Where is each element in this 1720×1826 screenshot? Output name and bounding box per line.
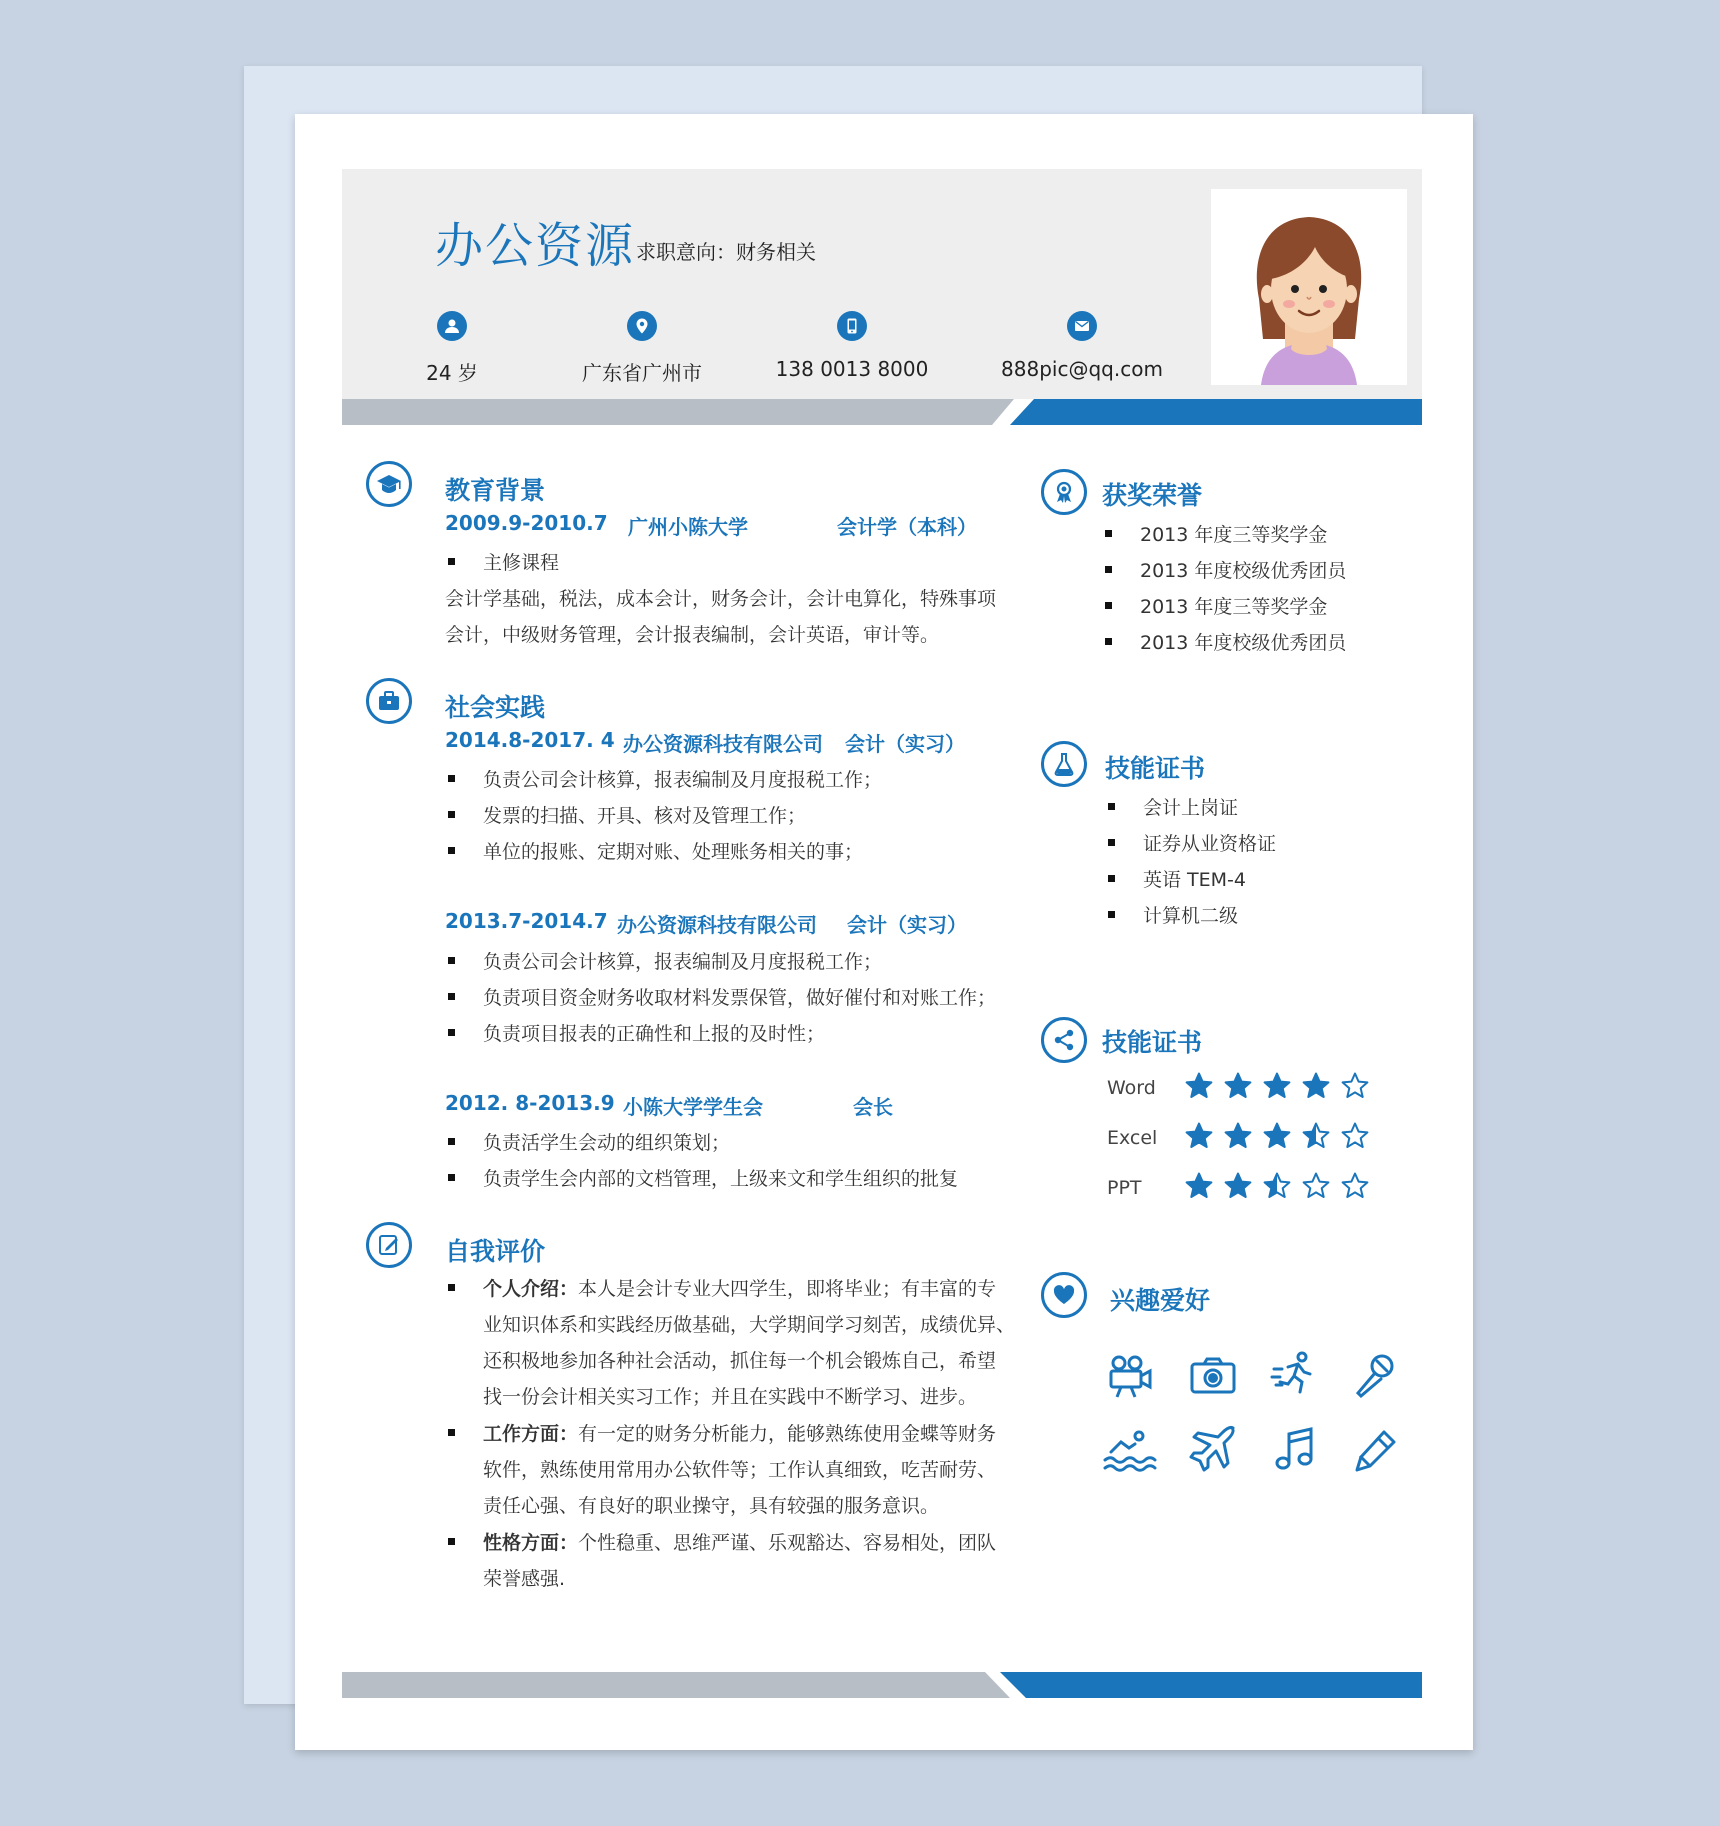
skill-ppt-star-1 bbox=[1185, 1172, 1213, 1200]
swimming-icon bbox=[1103, 1424, 1153, 1474]
contact-phone bbox=[762, 311, 942, 381]
job-intent: 求职意向：财务相关 bbox=[636, 240, 816, 264]
resume-header bbox=[342, 169, 1422, 399]
education-school: 广州小陈大学 bbox=[628, 515, 748, 539]
music-note-icon bbox=[1270, 1424, 1320, 1474]
education-title: 教育背景 bbox=[445, 476, 546, 505]
contact-phone-text: 138 0013 8000 bbox=[775, 357, 929, 381]
cert-item-1: 会计上岗证 bbox=[1143, 793, 1238, 820]
practice-title: 社会实践 bbox=[445, 693, 546, 722]
location-pin-icon bbox=[627, 311, 657, 341]
job-1-period: 2014.8-2017. 4 bbox=[445, 728, 615, 752]
skill-excel-star-4 bbox=[1302, 1122, 1330, 1150]
pencil-icon bbox=[1350, 1426, 1400, 1476]
self-eval-personality-label: 性格方面： bbox=[483, 1532, 579, 1554]
microphone-icon bbox=[1350, 1351, 1400, 1401]
running-icon bbox=[1270, 1349, 1320, 1399]
self-eval-work-line-2: 软件，熟练使用常用办公软件等；工作认真细致，吃苦耐劳、 bbox=[483, 1459, 997, 1481]
skills-title: 技能证书 bbox=[1102, 1028, 1203, 1057]
contact-email bbox=[992, 311, 1172, 381]
candidate-name: 办公资源 bbox=[435, 218, 636, 274]
skill-word-stars bbox=[1185, 1072, 1380, 1100]
job-3-period: 2012. 8-2013.9 bbox=[445, 1091, 615, 1115]
job-1-org: 办公资源科技有限公司 bbox=[623, 732, 823, 756]
skill-excel-star-1 bbox=[1185, 1122, 1213, 1150]
edit-note-icon bbox=[366, 1222, 412, 1268]
job-3-row bbox=[445, 1091, 965, 1117]
bottom-color-band bbox=[342, 1672, 1422, 1698]
job-3-item-2: 负责学生会内部的文档管理，上级来文和学生组织的批复 bbox=[483, 1164, 958, 1191]
heart-icon bbox=[1041, 1272, 1087, 1318]
skill-ppt-stars bbox=[1185, 1172, 1380, 1200]
self-eval-intro-label: 个人介绍： bbox=[483, 1278, 579, 1300]
self-eval-work-text-1: 有一定的财务分析能力，能够熟练使用金蝶等财务 bbox=[578, 1423, 997, 1445]
self-eval-intro-line-3: 还积极地参加各种社会活动，抓住每一个机会锻炼自己，希望 bbox=[483, 1350, 997, 1372]
camera-icon bbox=[1188, 1351, 1238, 1401]
job-2-org: 办公资源科技有限公司 bbox=[617, 913, 817, 937]
education-major: 会计学（本科） bbox=[837, 515, 977, 539]
skill-word-star-3 bbox=[1263, 1072, 1291, 1100]
self-eval-work-line-1 bbox=[483, 1419, 996, 1446]
avatar bbox=[1211, 189, 1407, 385]
education-courses-line-1: 会计学基础，税法，成本会计，财务会计，会计电算化，特殊事项 bbox=[445, 588, 997, 610]
cert-item-2: 证券从业资格证 bbox=[1143, 829, 1276, 856]
contact-age-text: 24 岁 bbox=[426, 361, 478, 385]
self-eval-intro-line-2: 业知识体系和实践经历做基础，大学期间学习刻苦，成绩优异、 bbox=[483, 1314, 1016, 1336]
job-3-role: 会长 bbox=[853, 1095, 893, 1119]
skill-word-star-1 bbox=[1185, 1072, 1213, 1100]
award-item-1: 2013 年度三等奖学金 bbox=[1140, 520, 1327, 547]
job-1-item-1: 负责公司会计核算，报表编制及月度报税工作； bbox=[483, 765, 882, 792]
job-2-role: 会计（实习） bbox=[847, 913, 967, 937]
job-3-item-1: 负责活学生会动的组织策划； bbox=[483, 1128, 730, 1155]
self-eval-intro-text-1: 本人是会计专业大四学生，即将毕业；有丰富的专 bbox=[578, 1278, 997, 1300]
hobbies-title: 兴趣爱好 bbox=[1110, 1286, 1211, 1315]
job-2-row bbox=[445, 909, 965, 935]
self-eval-work-line-3: 责任心强、有良好的职业操守，具有较强的服务意识。 bbox=[483, 1495, 940, 1517]
education-row bbox=[445, 511, 977, 539]
award-item-4: 2013 年度校级优秀团员 bbox=[1140, 628, 1346, 655]
self-eval-intro-line-1 bbox=[483, 1274, 996, 1301]
award-item-2: 2013 年度校级优秀团员 bbox=[1140, 556, 1346, 583]
skill-excel-star-5 bbox=[1341, 1122, 1369, 1150]
skill-ppt-star-2 bbox=[1224, 1172, 1252, 1200]
contact-age bbox=[362, 311, 542, 386]
contact-location bbox=[552, 311, 732, 386]
job-1-item-2: 发票的扫描、开具、核对及管理工作； bbox=[483, 801, 806, 828]
skill-excel-star-2 bbox=[1224, 1122, 1252, 1150]
job-1-role: 会计（实习） bbox=[845, 732, 965, 756]
self-eval-personality-line-2: 荣誉感强. bbox=[483, 1568, 566, 1590]
job-1-item-3: 单位的报账、定期对账、处理账务相关的事； bbox=[483, 837, 863, 864]
awards-title: 获奖荣誉 bbox=[1102, 481, 1203, 510]
certs-title: 技能证书 bbox=[1105, 754, 1206, 783]
self-eval-personality-line-1 bbox=[483, 1528, 996, 1555]
skill-excel-star-3 bbox=[1263, 1122, 1291, 1150]
education-courses-line-2: 会计，中级财务管理，会计报表编制，会计英语，审计等。 bbox=[445, 624, 940, 646]
skill-excel-stars bbox=[1185, 1122, 1380, 1150]
contact-email-text: 888pic@qq.com bbox=[1001, 357, 1163, 381]
job-2-item-2: 负责项目资金财务收取材料发票保管，做好催付和对账工作； bbox=[483, 983, 996, 1010]
education-bullet: 主修课程 bbox=[483, 548, 559, 575]
resume-page bbox=[295, 114, 1473, 1750]
skill-word-star-5 bbox=[1341, 1072, 1369, 1100]
contact-location-text: 广东省广州市 bbox=[582, 361, 702, 385]
user-icon bbox=[437, 311, 467, 341]
self-eval-personality-text-1: 个性稳重、思维严谨、乐观豁达、容易相处，团队 bbox=[578, 1532, 997, 1554]
job-2-item-3: 负责项目报表的正确性和上报的及时性； bbox=[483, 1019, 825, 1046]
skill-word-label: Word bbox=[1107, 1077, 1156, 1099]
top-color-band bbox=[342, 399, 1422, 425]
phone-icon bbox=[837, 311, 867, 341]
movie-camera-icon bbox=[1105, 1351, 1155, 1401]
cert-item-4: 计算机二级 bbox=[1143, 901, 1238, 928]
education-period: 2009.9-2010.7 bbox=[445, 511, 608, 535]
job-2-item-1: 负责公司会计核算，报表编制及月度报税工作； bbox=[483, 947, 882, 974]
skill-ppt-star-4 bbox=[1302, 1172, 1330, 1200]
mail-icon bbox=[1067, 311, 1097, 341]
skill-excel-label: Excel bbox=[1107, 1127, 1158, 1149]
award-medal-icon bbox=[1041, 469, 1087, 515]
skill-ppt-label: PPT bbox=[1107, 1177, 1142, 1199]
self-eval-intro-line-4: 找一份会计相关实习工作；并且在实践中不断学习、进步。 bbox=[483, 1386, 978, 1408]
skill-word-star-4 bbox=[1302, 1072, 1330, 1100]
flask-icon bbox=[1041, 741, 1087, 787]
job-1-row bbox=[445, 728, 965, 754]
self-eval-work-label: 工作方面： bbox=[483, 1423, 579, 1445]
award-item-3: 2013 年度三等奖学金 bbox=[1140, 592, 1327, 619]
skill-ppt-star-3 bbox=[1263, 1172, 1291, 1200]
job-2-period: 2013.7-2014.7 bbox=[445, 909, 608, 933]
cert-item-3: 英语 TEM-4 bbox=[1143, 865, 1246, 892]
skill-ppt-star-5 bbox=[1341, 1172, 1369, 1200]
airplane-icon bbox=[1188, 1424, 1238, 1474]
skill-word-star-2 bbox=[1224, 1072, 1252, 1100]
briefcase-icon bbox=[366, 678, 412, 724]
self-eval-title: 自我评价 bbox=[445, 1237, 546, 1266]
share-icon bbox=[1041, 1017, 1087, 1063]
job-3-org: 小陈大学学生会 bbox=[623, 1095, 763, 1119]
graduation-cap-icon bbox=[366, 461, 412, 507]
